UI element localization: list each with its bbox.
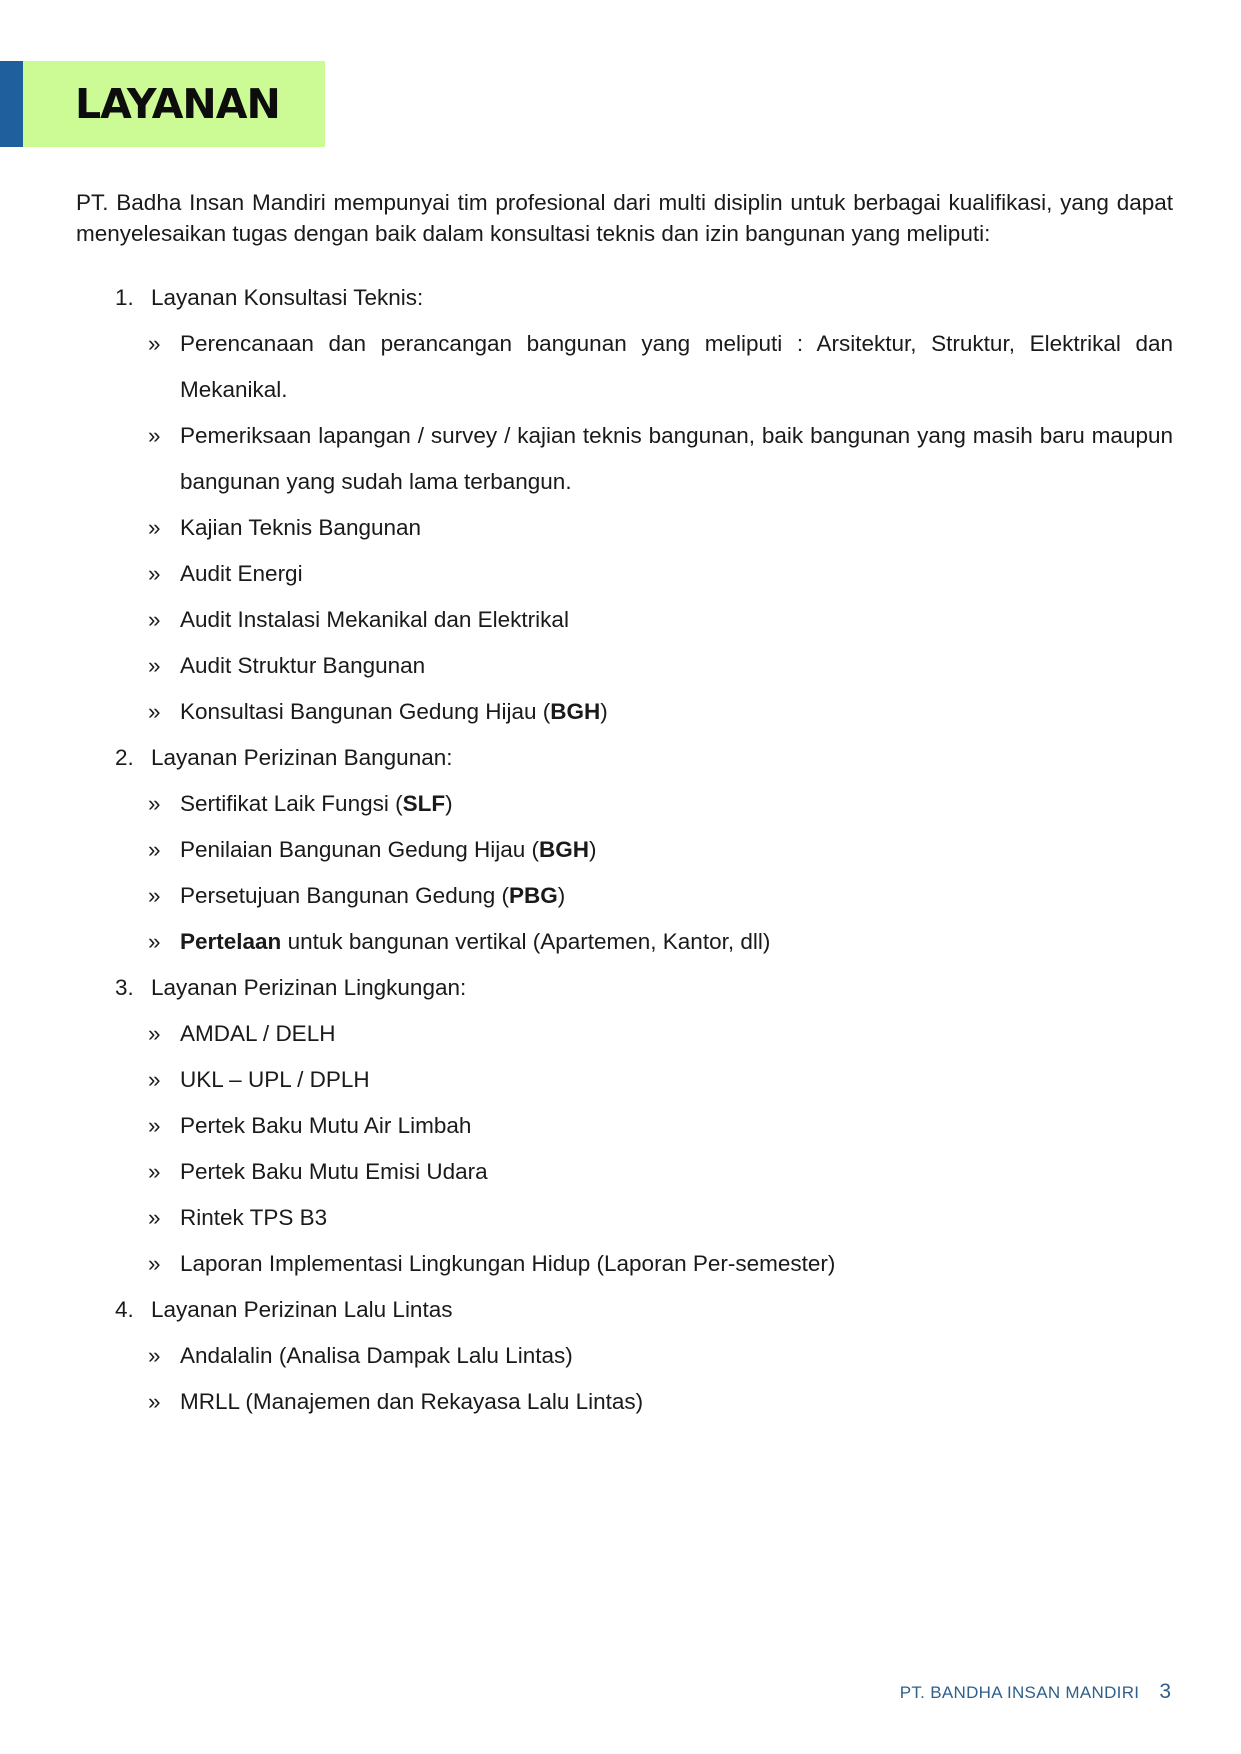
bullet-marker: » <box>148 1205 161 1230</box>
bullet-marker: » <box>148 1343 161 1368</box>
list-item-text <box>180 321 1173 413</box>
list-item <box>76 827 1173 873</box>
list-item <box>76 1333 1173 1379</box>
list-item-text <box>180 643 1173 689</box>
title-box <box>23 61 325 147</box>
service-section-heading <box>76 965 1173 1011</box>
list-item <box>76 643 1173 689</box>
bullet-marker: » <box>148 653 161 678</box>
intro-paragraph: PT. Badha Insan Mandiri mempunyai tim profesional dari multi disiplin untuk berbagai kualifikasi, yang dapat menyelesaikan tugas dengan baik dalam konsultasi teknis dan izin bangunan yang meliputi: <box>76 190 1173 246</box>
list-item-bold-term: Pertelaan <box>180 929 282 954</box>
list-item-bold-term: SLF <box>402 791 446 816</box>
bullet-marker: » <box>148 331 161 356</box>
list-item <box>76 689 1173 735</box>
list-item-text-part: UKL – UPL / DPLH <box>180 1067 370 1092</box>
section-label: Layanan Perizinan Bangunan: <box>151 745 453 770</box>
list-item-text <box>180 413 1173 505</box>
list-item-text-part: MRLL (Manajemen dan Rekayasa Lalu Lintas) <box>180 1389 644 1414</box>
bullet-marker: » <box>148 699 161 724</box>
list-item-text-part: Penilaian Bangunan Gedung Hijau ( <box>180 837 540 862</box>
list-item-text <box>180 597 1173 643</box>
list-item-text-part: Andalalin (Analisa Dampak Lalu Lintas) <box>180 1343 573 1368</box>
list-item-text-part: Pertek Baku Mutu Emisi Udara <box>180 1159 488 1184</box>
service-section-heading <box>76 1287 1173 1333</box>
section-number-text: 1. <box>115 285 134 310</box>
list-item-text <box>180 1057 1173 1103</box>
list-item-text <box>180 1103 1173 1149</box>
list-item-text <box>180 689 1173 735</box>
title-banner <box>0 61 325 147</box>
list-item-text-part: Perencanaan dan perancangan bangunan yang meliputi : Arsitektur, Struktur, Elektrikal dan Mekanikal. <box>180 331 1173 402</box>
list-item-text <box>180 919 1173 965</box>
list-item <box>76 321 1173 413</box>
list-item-text-part: ) <box>445 791 453 816</box>
bullet-marker: » <box>148 1021 161 1046</box>
bullet-marker: » <box>148 1067 161 1092</box>
section-number <box>76 745 151 771</box>
list-item-bold-term: PBG <box>509 883 558 908</box>
list-item-text-part: Konsultasi Bangunan Gedung Hijau ( <box>180 699 551 724</box>
list-item <box>76 781 1173 827</box>
list-item-text-part: ) <box>557 883 566 908</box>
list-item-text-part: Audit Struktur Bangunan <box>180 653 426 678</box>
service-section-heading <box>76 275 1173 321</box>
page-footer <box>900 1680 1171 1704</box>
list-item-text-part: Audit Instalasi Mekanikal dan Elektrikal <box>180 607 569 632</box>
list-item-text-part: AMDAL / DELH <box>180 1021 336 1046</box>
list-item-text-part: Laporan Implementasi Lingkungan Hidup (Laporan Per-semester) <box>180 1251 836 1276</box>
page-title: LAYANAN <box>75 80 280 128</box>
bullet-marker: » <box>148 423 161 448</box>
list-item <box>76 1103 1173 1149</box>
list-item <box>76 1149 1173 1195</box>
footer-company-name: PT. BANDHA INSAN MANDIRI <box>899 1683 1140 1702</box>
list-item <box>76 873 1173 919</box>
list-item-text <box>180 505 1173 551</box>
bullet-marker: » <box>148 1113 161 1138</box>
page-number: 3 <box>1159 1680 1171 1703</box>
list-item <box>76 551 1173 597</box>
list-item-text-part: Pemeriksaan lapangan / survey / kajian teknis bangunan, baik bangunan yang masih baru maupun bangunan yang sudah lama terbangun. <box>180 423 1173 494</box>
list-item-text-part: Pertek Baku Mutu Air Limbah <box>180 1113 472 1138</box>
list-item <box>76 1057 1173 1103</box>
list-item <box>76 505 1173 551</box>
list-item-text <box>180 1195 1173 1241</box>
bullet-marker: » <box>148 1159 161 1184</box>
list-item-text-part: Persetujuan Bangunan Gedung ( <box>180 883 509 908</box>
list-item-text <box>180 1149 1173 1195</box>
list-item-text <box>180 781 1173 827</box>
list-item-text <box>180 551 1173 597</box>
section-number <box>76 1297 151 1323</box>
services-list <box>76 275 1173 1425</box>
list-item <box>76 1195 1173 1241</box>
bullet-marker: » <box>148 515 161 540</box>
section-label: Layanan Konsultasi Teknis: <box>151 285 424 310</box>
section-number-text: 4. <box>115 1297 134 1322</box>
list-item <box>76 597 1173 643</box>
list-item-text-part: Rintek TPS B3 <box>180 1205 328 1230</box>
bullet-marker: » <box>148 607 161 632</box>
bullet-marker: » <box>148 561 161 586</box>
section-number-text: 3. <box>115 975 134 1000</box>
list-item-bold-term: BGH <box>550 699 601 724</box>
list-item-text-part: ) <box>600 699 608 724</box>
list-item-text-part: ) <box>589 837 597 862</box>
section-number <box>76 975 151 1001</box>
list-item-text-part: untuk bangunan vertikal (Apartemen, Kantor, dll) <box>281 929 771 954</box>
bullet-marker: » <box>148 883 161 908</box>
list-item-bold-term: BGH <box>539 837 590 862</box>
list-item <box>76 1241 1173 1287</box>
list-item-text <box>180 1333 1173 1379</box>
list-item <box>76 1379 1173 1425</box>
bullet-marker: » <box>148 1251 161 1276</box>
section-label: Layanan Perizinan Lingkungan: <box>151 975 467 1000</box>
list-item-text <box>180 827 1173 873</box>
bullet-marker: » <box>148 837 161 862</box>
list-item-text <box>180 1011 1173 1057</box>
section-number <box>76 285 151 311</box>
list-item-text-part: Kajian Teknis Bangunan <box>180 515 422 540</box>
section-number-text: 2. <box>115 745 134 770</box>
list-item-text-part: Audit Energi <box>180 561 303 586</box>
section-label: Layanan Perizinan Lalu Lintas <box>151 1297 453 1322</box>
service-section-heading <box>76 735 1173 781</box>
list-item-text <box>180 1241 1173 1287</box>
bullet-marker: » <box>148 1389 161 1414</box>
list-item <box>76 1011 1173 1057</box>
list-item-text <box>180 1379 1173 1425</box>
list-item-text <box>180 873 1173 919</box>
bullet-marker: » <box>148 791 161 816</box>
list-item <box>76 413 1173 505</box>
list-item <box>76 919 1173 965</box>
list-item-text-part: Sertifikat Laik Fungsi ( <box>180 791 403 816</box>
bullet-marker: » <box>148 929 161 954</box>
title-accent-bar <box>0 61 23 147</box>
